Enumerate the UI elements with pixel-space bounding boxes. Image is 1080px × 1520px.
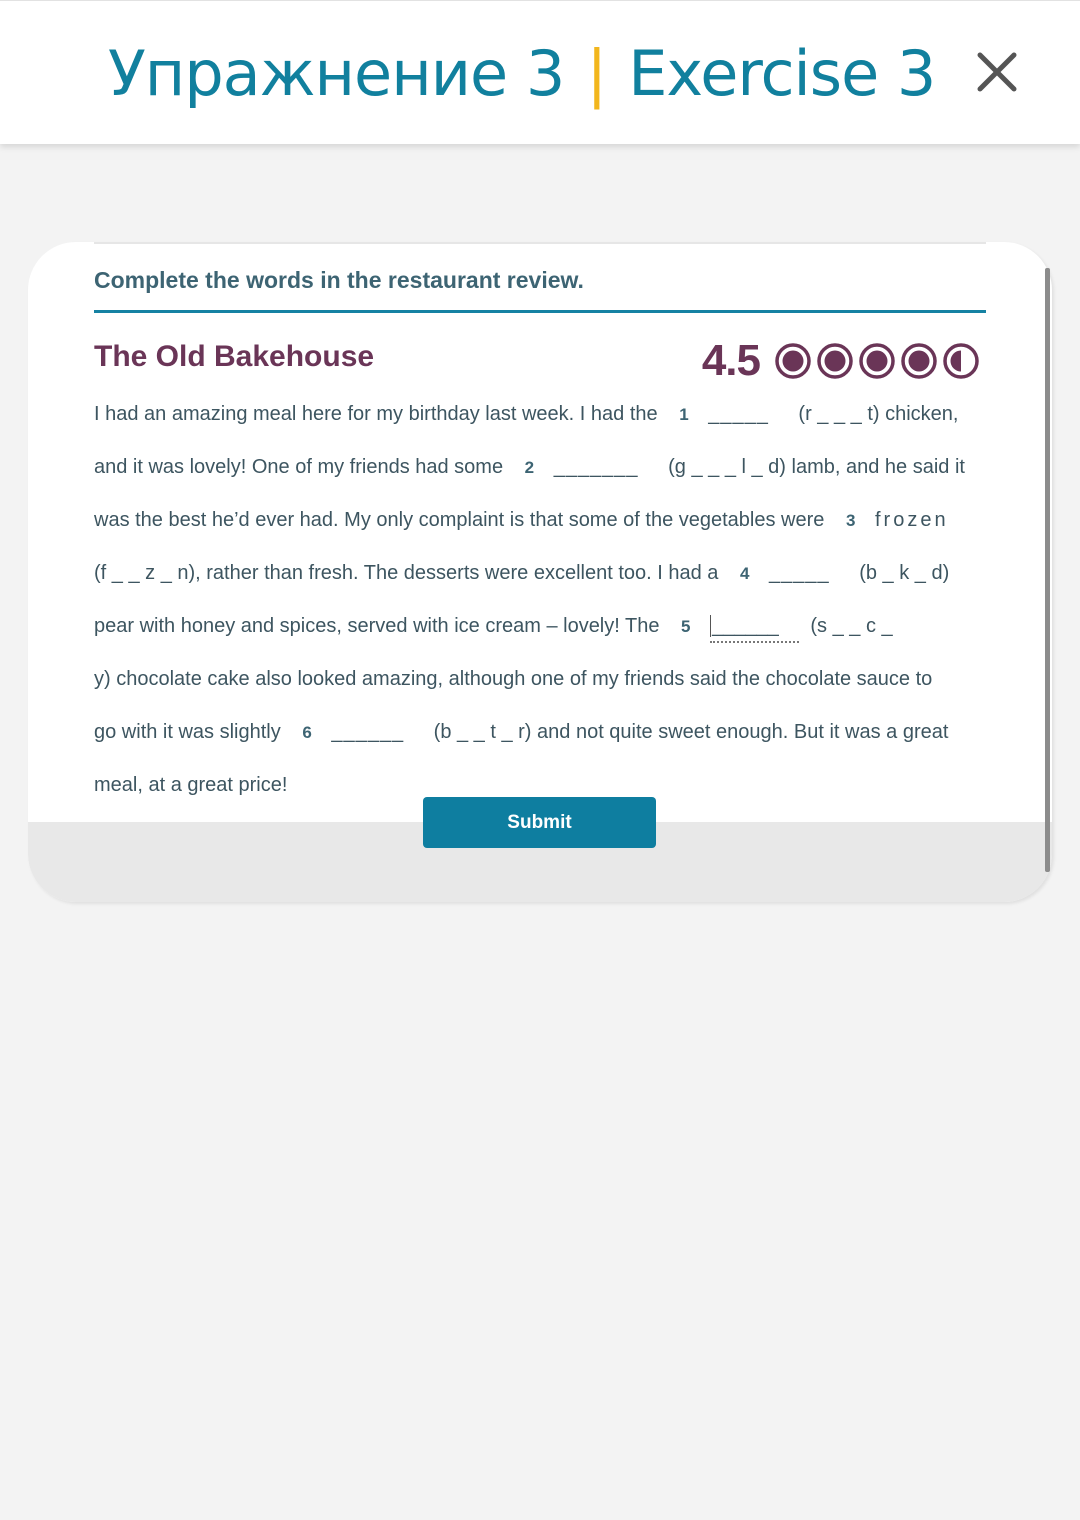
rating-number: 4.5	[701, 336, 760, 385]
gap-hint: (b _ k _ d)	[859, 562, 950, 584]
gap-number: 3	[845, 511, 856, 530]
review-line	[94, 653, 986, 706]
title-english: Exercise 3	[628, 36, 936, 110]
title-russian: Упражнение 3	[108, 36, 565, 110]
gap-input-6[interactable]: ______	[331, 721, 405, 743]
gap-hint: (s _ _ c _	[810, 615, 893, 637]
rating-full-circle-icon	[858, 342, 896, 380]
review-text-segment: was the best he’d ever had. My only complaint is that some of the vegetables were	[94, 509, 825, 531]
gap-placeholder: ______	[712, 615, 779, 637]
review-text-segment: (f _ _ z _ n), rather than fresh. The desserts were excellent too. I had a	[94, 562, 719, 584]
gap-input-2[interactable]: _______	[553, 456, 639, 478]
gap-number: 1	[679, 405, 689, 424]
review-text-segment: y) chocolate cake also looked amazing, although one of my friends said the chocolate sauce to	[94, 668, 933, 690]
header-bar	[0, 0, 1080, 144]
review-line	[94, 706, 986, 759]
gap-input-3[interactable]: frozen	[874, 509, 949, 531]
review-text-segment: and it was lovely! One of my friends had some	[94, 456, 504, 478]
gap-number: 6	[302, 723, 312, 742]
gap-input-4[interactable]: _____	[769, 562, 830, 584]
rating-half-circle-icon	[942, 342, 980, 380]
review-line	[94, 388, 986, 441]
gap-hint: (g _ _ _ l _ d) lamb, and he said it	[668, 456, 965, 478]
gap-hint: (r _ _ _ t) chicken,	[798, 403, 959, 425]
review-text	[94, 388, 986, 812]
review-text-segment: go with it was slightly	[94, 721, 281, 743]
title-separator: |	[586, 36, 607, 110]
submit-button[interactable]: Submit	[423, 797, 656, 848]
rating	[702, 336, 980, 386]
restaurant-name: The Old Bakehouse	[94, 340, 375, 373]
page-title	[108, 37, 935, 109]
gap-number: 2	[524, 458, 535, 477]
instruction-rule	[94, 310, 986, 313]
review-text-segment: pear with honey and spices, served with ice cream – lovely! The	[94, 615, 660, 637]
review-line	[94, 547, 986, 600]
review-line	[94, 441, 986, 494]
instruction-text: Complete the words in the restaurant review.	[94, 267, 584, 293]
review-text-segment: I had an amazing meal here for my birthday last week. I had the	[94, 403, 658, 425]
review-line	[94, 494, 986, 547]
scrollbar[interactable]	[1045, 268, 1050, 872]
gap-input-1[interactable]: _____	[708, 403, 769, 425]
gap-number: 5	[681, 617, 691, 636]
review-line	[94, 600, 986, 653]
close-icon[interactable]	[972, 47, 1022, 97]
card-divider	[94, 242, 986, 244]
gap-input-5[interactable]	[710, 611, 799, 643]
gap-hint: (b _ _ t _ r) and not quite sweet enough. But it was a great	[433, 721, 949, 743]
exercise-card	[28, 242, 1052, 902]
rating-full-circle-icon	[900, 342, 938, 380]
review-text-segment: meal, at a great price!	[94, 774, 288, 796]
gap-number: 4	[739, 564, 750, 583]
rating-full-circle-icon	[774, 342, 812, 380]
text-caret	[710, 615, 711, 637]
rating-full-circle-icon	[816, 342, 854, 380]
